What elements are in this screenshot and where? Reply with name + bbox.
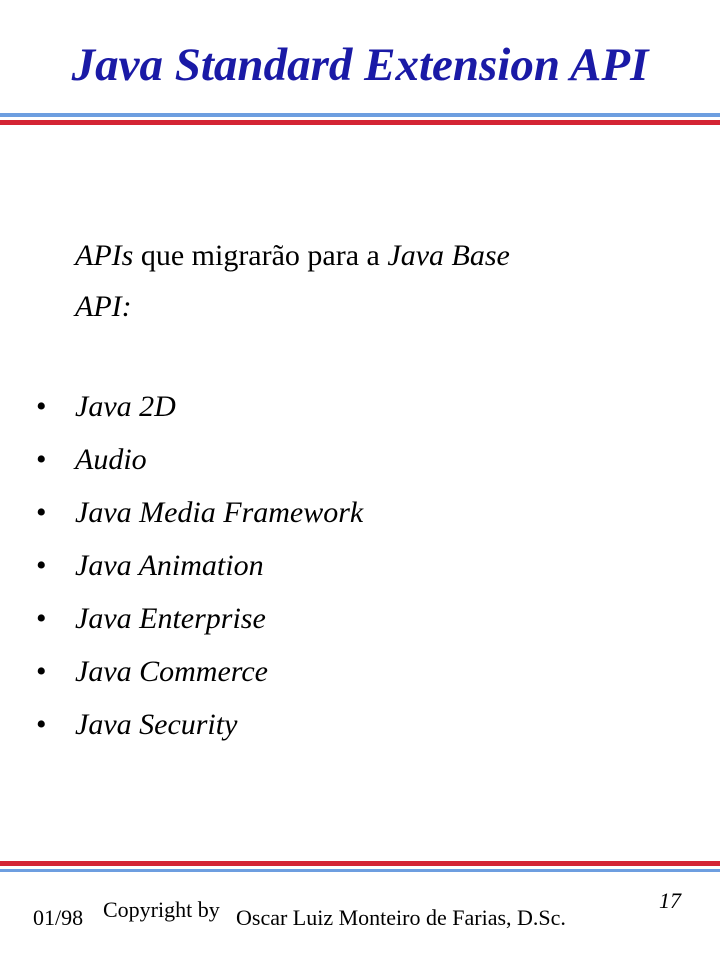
list-item-label: Audio [75,443,147,476]
slide-title: Java Standard Extension API [71,39,649,91]
top-divider [0,113,720,125]
list-item [36,486,363,539]
footer-date: 01/98 [33,905,84,930]
list-item [36,698,363,751]
bullet: • [36,655,47,688]
intro-middle: que migrarão para a [133,239,388,272]
list-item [36,433,363,486]
intro-text [75,230,675,332]
list-item-label: Java 2D [75,390,176,423]
bullet: • [36,496,47,529]
page-number: 17 [659,888,681,913]
list-item-label: Java Animation [75,549,264,582]
bullet: • [36,390,47,423]
bullet: • [36,708,47,741]
bullet: • [36,602,47,635]
list-item [36,592,363,645]
bullet: • [36,549,47,582]
bullet: • [36,443,47,476]
list-item [36,539,363,592]
intro-apis: APIs [75,239,134,272]
list-item-label: Java Security [75,708,238,741]
footer-author: Oscar Luiz Monteiro de Farias, D.Sc. [236,905,566,930]
list-item-label: Java Media Framework [75,496,364,529]
intro-api: API: [75,290,132,323]
intro-java-base: Java Base [387,239,510,272]
footer-copyright: Copyright by [103,897,220,922]
list-item [36,645,363,698]
list-item-label: Java Commerce [75,655,268,688]
api-list [36,380,363,751]
list-item [36,380,363,433]
list-item-label: Java Enterprise [75,602,266,635]
bottom-divider [0,858,720,872]
